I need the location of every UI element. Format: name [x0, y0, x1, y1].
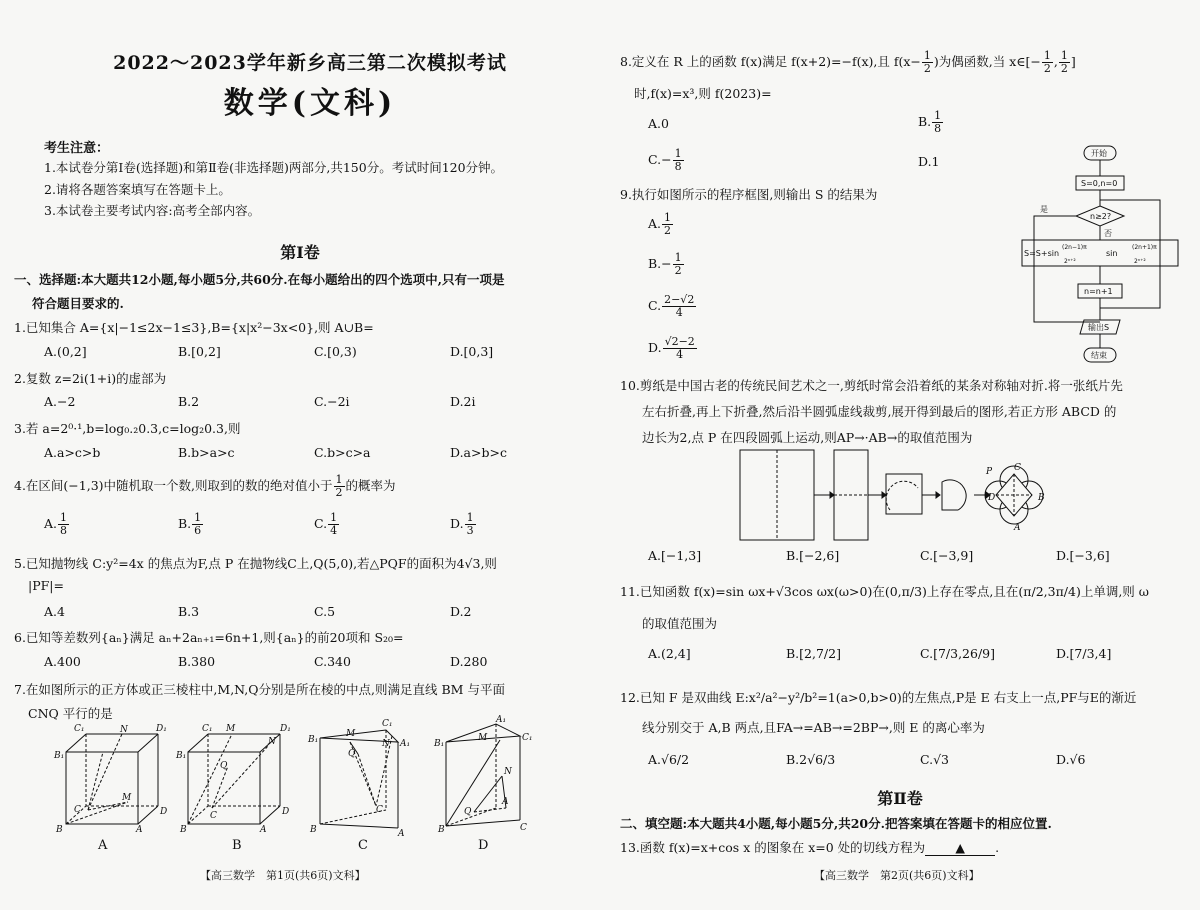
- cube-diagram-b: [176, 722, 300, 852]
- q7-caption-d: D: [478, 838, 489, 853]
- svg-text:M: M: [226, 724, 236, 734]
- svg-text:A₁: A₁: [400, 739, 411, 749]
- q10-option-b: B.[−2,6]: [786, 548, 840, 563]
- q7-caption-b: B: [232, 838, 242, 853]
- q12-option-d: D.√6: [1056, 752, 1086, 767]
- svg-text:是: 是: [1040, 205, 1048, 214]
- q8-option-a: A.0: [648, 116, 669, 131]
- flowchart-diagram: [1020, 144, 1180, 368]
- exam-subtitle: 数学(文科): [223, 86, 397, 121]
- q5-option-c: C.5: [314, 604, 336, 619]
- section-2-heading: 二、填空题:本大题共4小题,每小题5分,共20分.把答案填在答题卡的相应位置.: [620, 816, 1052, 831]
- q4-option-b: B. $\frac{1}{6}$: [178, 511, 202, 537]
- svg-text:S=0,n=0: S=0,n=0: [1081, 179, 1118, 188]
- q2-option-a: A.−2: [44, 394, 76, 409]
- q10-paper-cut-figure: [738, 448, 1078, 551]
- q10-option-a: A.[−1,3]: [648, 548, 702, 563]
- q10-stem-line-2: 左右折叠,再上下折叠,然后沿半圆弧虚线裁剪,展开得到最后的图形,若正方形 ABCD 的: [642, 404, 1117, 419]
- q12-stem-line-2: 线分别交于 A,B 两点,且FA→=AB→=2BP→,则 E 的离心率为: [642, 720, 985, 735]
- svg-text:A₁: A₁: [496, 715, 507, 725]
- q2-stem: 2.复数 z=2i(1+i)的虚部为: [14, 371, 167, 386]
- svg-text:2ⁿ⁺²: 2ⁿ⁺²: [1134, 258, 1146, 265]
- q7-caption-c: C: [358, 838, 368, 853]
- q8-option-d: D.1: [918, 154, 940, 169]
- q9-option-a: A. $\frac{1}{2}$: [648, 211, 672, 237]
- q9-stem: 9.执行如图所示的程序框图,则输出 S 的结果为: [620, 187, 878, 202]
- q7-figure-a: [48, 722, 168, 855]
- svg-text:C: C: [1014, 463, 1021, 473]
- q7-caption-a: A: [98, 838, 108, 853]
- svg-text:C₁: C₁: [382, 719, 393, 729]
- q10-stem-line-3: 边长为2,点 P 在四段圆弧上运动,则AP→·AB→的取值范围为: [642, 430, 973, 445]
- prism-diagram-d: [434, 715, 550, 846]
- q11-stem-line-1: 11.已知函数 f(x)=sin ωx+√3cos ωx(ω>0)在(0,π/3)上存在零点,且在(π/2,3π/4)上单调,则 ω: [620, 584, 1149, 599]
- q5-stem-line-2: |PF|=: [28, 578, 64, 593]
- q1-option-d: D.[0,3]: [450, 344, 494, 359]
- q4-option-c: C. $\frac{1}{4}$: [314, 511, 338, 537]
- svg-text:C₁: C₁: [202, 724, 213, 734]
- q7-stem-line-1: 7.在如图所示的正方体或正三棱柱中,M,N,Q分别是所在棱的中点,则满足直线 BM 与平面: [14, 682, 505, 697]
- exam-title: 2022～2023学年新乡高三第二次模拟考试: [113, 52, 507, 74]
- q6-stem: 6.已知等差数列{aₙ}满足 aₙ+2aₙ₊₁=6n+1,则{aₙ}的前20项和 S₂₀=: [14, 630, 404, 645]
- q11-option-d: D.[7/3,4]: [1056, 646, 1112, 661]
- svg-text:N: N: [382, 739, 390, 749]
- svg-text:D₁: D₁: [156, 724, 167, 734]
- svg-text:n≥2?: n≥2?: [1090, 212, 1112, 221]
- q5-stem-line-1: 5.已知抛物线 C:y²=4x 的焦点为F,点 P 在抛物线C上,Q(5,0),若△PQF的面积为4√3,则: [14, 556, 497, 571]
- svg-text:B: B: [56, 825, 63, 835]
- svg-text:B₁: B₁: [434, 739, 445, 749]
- q7-stem-line-2: CNQ 平行的是: [28, 706, 113, 721]
- q11-stem-line-2: 的取值范围为: [642, 616, 718, 631]
- q2-option-c: C.−2i: [314, 394, 350, 409]
- svg-text:D: D: [988, 493, 996, 503]
- q8-option-c: C.− $\frac{1}{8}$: [648, 147, 682, 173]
- q1-option-c: C.[0,3): [314, 344, 357, 359]
- svg-text:A: A: [136, 825, 143, 835]
- svg-text:D₁: D₁: [280, 724, 291, 734]
- svg-text:(2n−1)π: (2n−1)π: [1062, 244, 1087, 251]
- q5-option-a: A.4: [44, 604, 65, 619]
- svg-text:S=S+sin: S=S+sin: [1024, 249, 1060, 258]
- page-2: [600, 0, 1200, 910]
- q10-stem-line-1: 10.剪纸是中国古老的传统民间艺术之一,剪纸时常会沿着纸的某条对称轴对折.将一张纸片先: [620, 378, 1123, 393]
- svg-text:B₁: B₁: [176, 751, 187, 761]
- section-1-line-1: 一、选择题:本大题共12小题,每小题5分,共60分.在每小题给出的四个选项中,只有一项是: [14, 272, 505, 287]
- svg-text:n=n+1: n=n+1: [1084, 287, 1113, 296]
- svg-text:B: B: [438, 825, 445, 835]
- svg-text:Q: Q: [464, 807, 472, 817]
- prism-diagram-c: [310, 716, 420, 846]
- q10-option-c: C.[−3,9]: [920, 548, 974, 563]
- q3-stem: 3.若 a=2⁰·¹,b=log₀.₂0.3,c=log₂0.3,则: [14, 421, 241, 436]
- q6-option-a: A.400: [44, 654, 81, 669]
- q6-option-c: C.340: [314, 654, 351, 669]
- q10-option-d: D.[−3,6]: [1056, 548, 1110, 563]
- q12-option-a: A.√6/2: [648, 752, 690, 767]
- svg-text:M: M: [346, 729, 356, 739]
- notice-heading: 考生注意：: [44, 141, 110, 156]
- svg-text:C: C: [520, 823, 527, 833]
- q3-option-c: C.b>c>a: [314, 445, 371, 460]
- svg-text:A: A: [502, 797, 509, 807]
- section-1-line-2: 符合题目要求的.: [32, 296, 124, 311]
- q8-option-b: B. $\frac{1}{8}$: [918, 109, 942, 135]
- svg-text:Q: Q: [220, 761, 228, 771]
- page-2-footer: 【高三数学 第2页(共6页)文科】: [814, 869, 980, 882]
- q9-flowchart: [1020, 144, 1180, 371]
- q5-option-d: D.2: [450, 604, 472, 619]
- q1-option-b: B.[0,2]: [178, 344, 221, 359]
- svg-text:否: 否: [1104, 229, 1112, 238]
- q2-option-d: D.2i: [450, 394, 476, 409]
- svg-text:N: N: [504, 767, 512, 777]
- q1-option-a: A.(0,2]: [44, 344, 87, 359]
- q6-option-b: B.380: [178, 654, 216, 669]
- paper-folding-diagram: [738, 448, 1078, 548]
- q9-option-c: C. $\frac{2-√2}{4}$: [648, 293, 695, 319]
- notice-item-1: 1.本试卷分第Ⅰ卷(选择题)和第Ⅱ卷(非选择题)两部分,共150分。考试时间120分钟。: [44, 160, 504, 175]
- q3-option-a: A.a>c>b: [44, 445, 101, 460]
- svg-text:B₁: B₁: [54, 751, 65, 761]
- svg-text:输出S: 输出S: [1088, 323, 1110, 332]
- volume-2-heading: 第Ⅱ卷: [877, 789, 923, 808]
- q11-option-c: C.[7/3,26/9]: [920, 646, 996, 661]
- svg-text:结束: 结束: [1091, 351, 1107, 360]
- svg-text:(2n+1)π: (2n+1)π: [1132, 244, 1157, 251]
- svg-text:Q: Q: [348, 749, 356, 759]
- q13-stem: 13.函数 f(x)=x+cos x 的图象在 x=0 处的切线方程为 ▲ .: [620, 840, 1000, 855]
- q7-figure-c: [310, 716, 420, 849]
- q3-option-b: B.b>a>c: [178, 445, 235, 460]
- q12-option-c: C.√3: [920, 752, 950, 767]
- svg-text:A: A: [260, 825, 267, 835]
- svg-text:C: C: [376, 805, 383, 815]
- q11-option-b: B.[2,7/2]: [786, 646, 841, 661]
- q4-option-a: A. $\frac{1}{8}$: [44, 511, 68, 537]
- svg-text:C: C: [74, 805, 81, 815]
- page-1-footer: 【高三数学 第1页(共6页)文科】: [200, 869, 366, 882]
- q1-stem: 1.已知集合 A={x|−1≤2x−1≤3},B={x|x²−3x<0},则 A∪B=: [14, 320, 374, 335]
- svg-text:C: C: [210, 811, 217, 821]
- q4-stem-fraction: $\frac{1}{2}$: [335, 473, 343, 499]
- q2-option-b: B.2: [178, 394, 200, 409]
- svg-text:开始: 开始: [1091, 149, 1107, 158]
- q5-option-b: B.3: [178, 604, 200, 619]
- q12-option-b: B.2√6/3: [786, 752, 836, 767]
- svg-text:M: M: [122, 793, 132, 803]
- q9-option-b: B.− $\frac{1}{2}$: [648, 251, 682, 277]
- q7-figure-d: [434, 715, 550, 849]
- svg-text:M: M: [478, 733, 488, 743]
- svg-text:B: B: [310, 825, 317, 835]
- notice-item-2: 2.请将各题答案填写在答题卡上。: [44, 182, 231, 197]
- q8-stem-line-2: 时,f(x)=x³,则 f(2023)=: [634, 86, 772, 101]
- svg-text:D: D: [282, 807, 290, 817]
- q6-option-d: D.280: [450, 654, 488, 669]
- q9-option-d: D. $\frac{√2-2}{4}$: [648, 335, 695, 361]
- q12-stem-line-1: 12.已知 F 是双曲线 E:x²/a²−y²/b²=1(a>0,b>0)的左焦点,P是 E 右支上一点,PF与E的渐近: [620, 690, 1137, 705]
- q8-stem-line-1: 8.定义在 R 上的函数 f(x)满足 f(x+2)=−f(x),且 f(x− $\frac{1}{2}$ )为偶函数,当 x∈[− $\frac{1}{2}$ , $\frac{1}{2}$ ]: [620, 49, 1076, 75]
- svg-text:C₁: C₁: [74, 724, 85, 734]
- svg-text:B: B: [1038, 493, 1045, 503]
- svg-text:B: B: [180, 825, 187, 835]
- svg-text:N: N: [268, 737, 276, 747]
- svg-text:2ⁿ⁺²: 2ⁿ⁺²: [1064, 258, 1076, 265]
- svg-text:N: N: [120, 725, 128, 735]
- volume-1-heading: 第Ⅰ卷: [280, 243, 320, 262]
- q4-stem: 4.在区间(−1,3)中随机取一个数,则取到的数的绝对值小于 $\frac{1}{2}$ 的概率为: [14, 473, 396, 499]
- q4-option-d: D. $\frac{1}{3}$: [450, 511, 474, 537]
- svg-text:D: D: [160, 807, 168, 817]
- svg-text:A: A: [398, 829, 405, 839]
- q13-answer-blank: ▲: [925, 840, 995, 856]
- q3-option-d: D.a>b>c: [450, 445, 507, 460]
- svg-text:B₁: B₁: [308, 735, 319, 745]
- cube-diagram-a: [48, 722, 168, 852]
- q11-option-a: A.(2,4]: [648, 646, 691, 661]
- svg-text:sin: sin: [1106, 249, 1118, 258]
- svg-text:C₁: C₁: [522, 733, 533, 743]
- notice-item-3: 3.本试卷主要考试内容:高考全部内容。: [44, 203, 261, 218]
- svg-text:A: A: [1014, 523, 1021, 533]
- svg-text:P: P: [986, 467, 993, 477]
- q7-figure-b: [176, 722, 300, 855]
